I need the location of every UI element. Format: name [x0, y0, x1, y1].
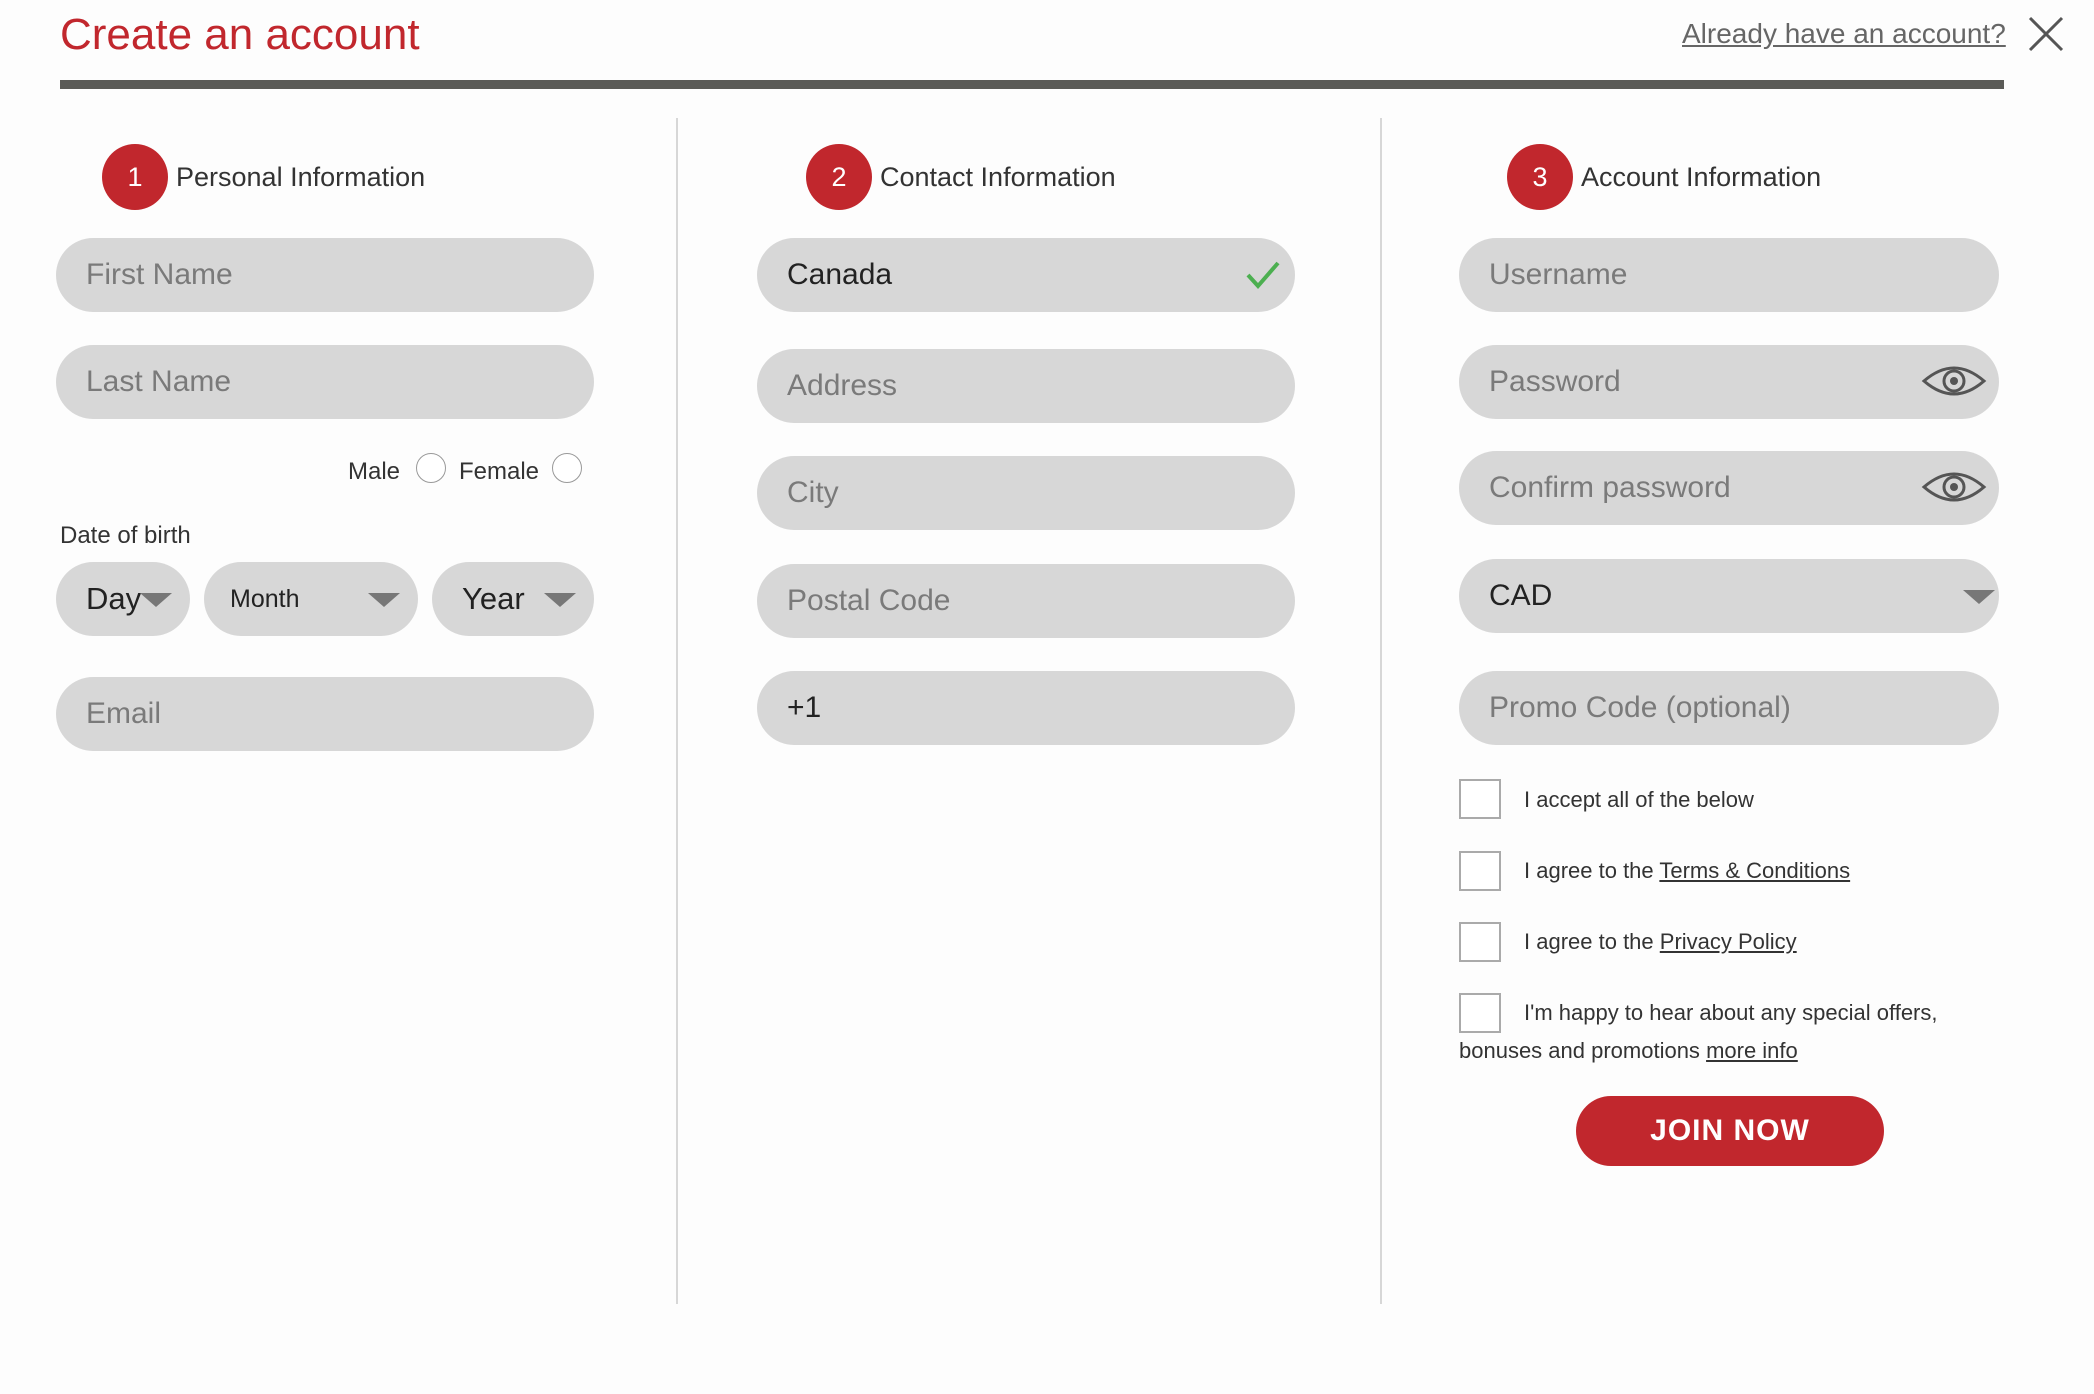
column-divider — [1380, 118, 1382, 1304]
check-icon — [1245, 260, 1281, 290]
privacy-prefix: I agree to the — [1524, 929, 1660, 954]
confirm-password-input[interactable] — [1459, 451, 1999, 525]
more-info-link[interactable]: more info — [1706, 1038, 1798, 1063]
password-input[interactable] — [1459, 345, 1999, 419]
currency-value: CAD — [1489, 579, 1553, 612]
gender-female-radio[interactable] — [552, 453, 582, 483]
gender-female-label: Female — [459, 458, 540, 485]
dob-day-select[interactable] — [56, 562, 190, 636]
terms-prefix: I agree to the — [1524, 858, 1660, 883]
dob-label: Date of birth — [60, 522, 191, 549]
dob-year-select[interactable] — [432, 562, 594, 636]
first-name-input[interactable]: First Name — [56, 238, 594, 312]
column-divider — [676, 118, 678, 1304]
chevron-down-icon — [368, 593, 400, 607]
join-now-button[interactable]: JOIN NOW — [1576, 1096, 1884, 1166]
close-icon[interactable] — [2026, 14, 2066, 54]
already-have-account-link[interactable]: Already have an account? — [1682, 18, 2006, 49]
dob-year-value: Year — [462, 581, 525, 616]
dob-month-select[interactable] — [204, 562, 418, 636]
promo-code-input[interactable]: Promo Code (optional) — [1459, 671, 1999, 745]
dob-day-value: Day — [86, 581, 142, 616]
privacy-checkbox[interactable] — [1459, 922, 1501, 962]
step-number-badge: 2 — [806, 144, 872, 210]
accept-all-checkbox[interactable] — [1459, 779, 1501, 819]
city-input[interactable]: City — [757, 456, 1295, 530]
chevron-down-icon — [140, 593, 172, 607]
page-title: Create an account — [60, 10, 420, 59]
header-divider — [60, 80, 2004, 89]
step-label: Personal Information — [176, 161, 426, 192]
step-contact-header — [806, 144, 1116, 210]
offers-label-line2 — [1459, 1032, 1798, 1070]
step-label: Account Information — [1581, 161, 1822, 192]
postal-code-input[interactable]: Postal Code — [757, 564, 1295, 638]
step-label: Contact Information — [880, 161, 1116, 192]
country-select[interactable] — [757, 238, 1295, 312]
eye-icon[interactable] — [1921, 361, 1987, 401]
phone-input[interactable]: +1 — [757, 671, 1295, 745]
country-value: Canada — [787, 258, 893, 291]
accept-all-label: I accept all of the below — [1524, 787, 1754, 812]
step-personal-header — [102, 144, 425, 210]
address-input[interactable]: Address — [757, 349, 1295, 423]
offers-text: bonuses and promotions — [1459, 1038, 1707, 1063]
username-input[interactable]: Username — [1459, 238, 1999, 312]
eye-icon[interactable] — [1921, 467, 1987, 507]
chevron-down-icon — [1963, 590, 1995, 604]
privacy-label — [1524, 923, 1797, 961]
gender-male-radio[interactable] — [416, 453, 446, 483]
offers-checkbox[interactable] — [1459, 993, 1501, 1033]
email-input[interactable]: Email — [56, 677, 594, 751]
chevron-down-icon — [544, 593, 576, 607]
step-number-badge: 3 — [1507, 144, 1573, 210]
confirm-password-placeholder: Confirm password — [1489, 471, 1731, 504]
privacy-link[interactable]: Privacy Policy — [1659, 929, 1797, 954]
last-name-input[interactable]: Last Name — [56, 345, 594, 419]
gender-male-label: Male — [348, 458, 401, 485]
step-number-badge: 1 — [102, 144, 168, 210]
terms-link[interactable]: Terms & Conditions — [1659, 858, 1851, 883]
dob-month-value: Month — [230, 584, 300, 613]
terms-label — [1524, 852, 1850, 890]
terms-checkbox[interactable] — [1459, 851, 1501, 891]
currency-select[interactable] — [1459, 559, 1999, 633]
step-account-header — [1507, 144, 1821, 210]
offers-label-line1: I'm happy to hear about any special offers, — [1524, 1000, 1938, 1025]
password-placeholder: Password — [1489, 365, 1621, 398]
